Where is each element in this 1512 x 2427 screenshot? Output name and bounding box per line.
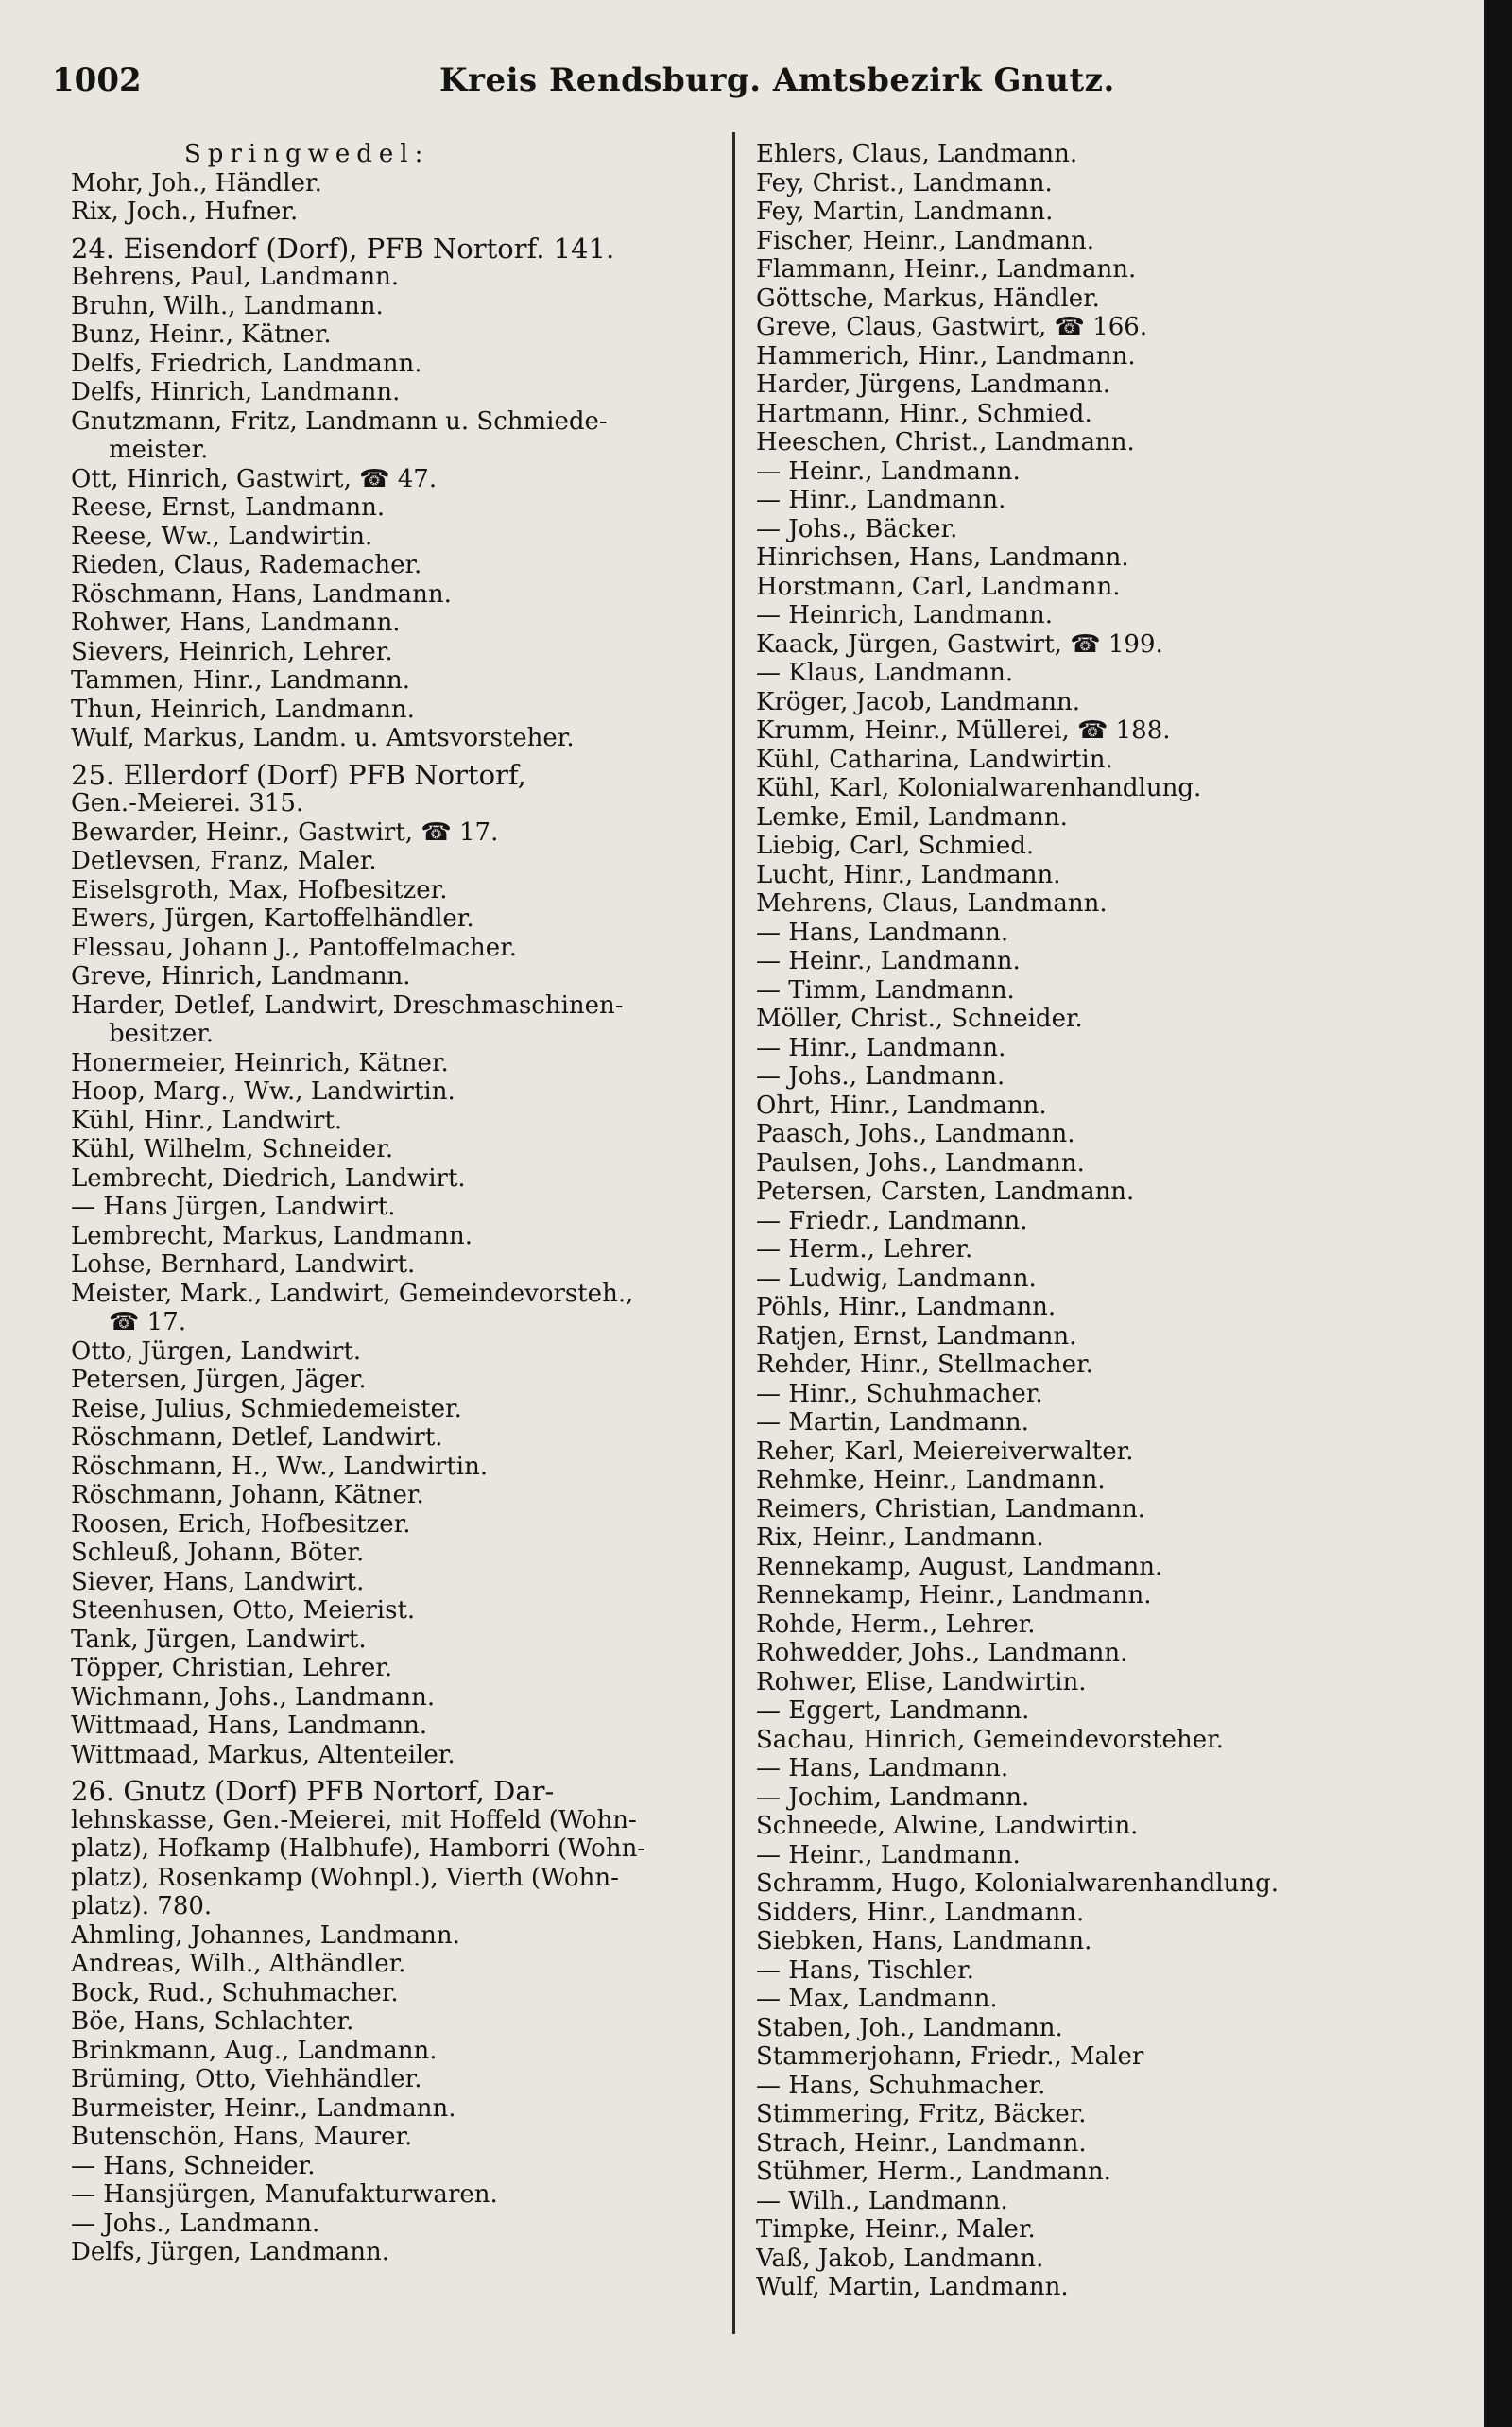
directory-entry: Otto, Jürgen, Landwirt. [71, 1336, 362, 1366]
directory-entry: Kühl, Hinr., Landwirt. [71, 1106, 343, 1135]
directory-entry: — Hans, Tischler. [756, 1955, 974, 1985]
directory-entry: — Heinr., Landmann. [756, 1840, 1021, 1869]
directory-entry: Greve, Claus, Gastwirt, ☎ 166. [756, 313, 1148, 341]
place-heading: Springwedel: [184, 140, 430, 168]
directory-entry: — Eggert, Landmann. [756, 1696, 1030, 1725]
directory-entry: Mohr, Joh., Händler. [71, 168, 322, 198]
directory-entry: platz). 780. [71, 1892, 213, 1920]
directory-entry: Fey, Martin, Landmann. [756, 198, 1054, 226]
directory-entry: Kaack, Jürgen, Gastwirt, ☎ 199. [756, 629, 1163, 659]
directory-entry: Reese, Ernst, Landmann. [71, 493, 386, 522]
directory-entry: Krumm, Heinr., Müllerei, ☎ 188. [756, 716, 1171, 745]
directory-entry: Wulf, Markus, Landm. u. Amtsvorsteher. [71, 724, 575, 752]
directory-entry: Rix, Heinr., Landmann. [756, 1523, 1044, 1552]
directory-entry: — Hinr., Landmann. [756, 1033, 1006, 1062]
directory-entry: Wittmaad, Markus, Altenteiler. [71, 1740, 455, 1769]
directory-entry: Kröger, Jacob, Landmann. [756, 687, 1081, 716]
directory-entry: Rehder, Hinr., Stellmacher. [756, 1351, 1093, 1379]
directory-entry: Ehlers, Claus, Landmann. [756, 140, 1078, 168]
directory-entry: Schneede, Alwine, Landwirtin. [756, 1812, 1139, 1840]
directory-entry: Röschmann, Detlef, Landwirt. [71, 1423, 443, 1452]
directory-entry: — Hinr., Schuhmacher. [756, 1379, 1043, 1408]
directory-entry: — Heinr., Landmann. [756, 456, 1021, 486]
directory-entry: Schleuß, Johann, Böter. [71, 1539, 365, 1567]
directory-entry: Strach, Heinr., Landmann. [756, 2128, 1087, 2158]
page-edge [1484, 0, 1512, 2427]
directory-entry: Rehmke, Heinr., Landmann. [756, 1466, 1106, 1494]
directory-entry: Flammann, Heinr., Landmann. [756, 255, 1137, 284]
directory-entry: Sievers, Heinrich, Lehrer. [71, 637, 393, 666]
directory-entry: Steenhusen, Otto, Meierist. [71, 1596, 416, 1625]
directory-entry: Ratjen, Ernst, Landmann. [756, 1321, 1077, 1351]
directory-entry: — Hans, Landmann. [756, 1754, 1009, 1782]
directory-entry: — Ludwig, Landmann. [756, 1264, 1037, 1293]
directory-entry: Vaß, Jakob, Landmann. [756, 2244, 1044, 2273]
directory-entry: Rennekamp, August, Landmann. [756, 1552, 1163, 1581]
directory-entry: — Hans Jürgen, Landwirt. [71, 1193, 396, 1221]
directory-entry: Andreas, Wilh., Althändler. [71, 1950, 406, 1978]
directory-entry: Fey, Christ., Landmann. [756, 168, 1053, 198]
directory-entry: Hoop, Marg., Ww., Landwirtin. [71, 1077, 455, 1106]
directory-entry: Heeschen, Christ., Landmann. [756, 428, 1135, 456]
directory-entry: Rohwer, Elise, Landwirtin. [756, 1667, 1087, 1696]
directory-entry: — Heinrich, Landmann. [756, 601, 1054, 629]
directory-entry: Gnutzmann, Fritz, Landmann u. Schmiede- [71, 406, 608, 436]
directory-entry: Roosen, Erich, Hofbesitzer. [71, 1509, 411, 1539]
directory-entry: Reimers, Christian, Landmann. [756, 1494, 1145, 1523]
directory-entry: Rohwer, Hans, Landmann. [71, 609, 401, 637]
directory-entry: Tank, Jürgen, Landwirt. [71, 1625, 367, 1654]
directory-entry: Töpper, Christian, Lehrer. [71, 1654, 393, 1682]
directory-entry: Rieden, Claus, Rademacher. [71, 551, 422, 579]
directory-entry: Hammerich, Hinr., Landmann. [756, 341, 1136, 370]
directory-entry: Kühl, Wilhelm, Schneider. [71, 1135, 394, 1163]
directory-entry: Butenschön, Hans, Maurer. [71, 2123, 413, 2151]
directory-entry: Ohrt, Hinr., Landmann. [756, 1091, 1047, 1120]
directory-entry: Schramm, Hugo, Kolonialwarenhandlung. [756, 1869, 1280, 1898]
directory-entry: Sachau, Hinrich, Gemeindevorsteher. [756, 1725, 1224, 1754]
directory-entry: Stimmering, Fritz, Bäcker. [756, 2100, 1087, 2128]
right-column [756, 140, 1418, 2302]
directory-entry: besitzer. [109, 1020, 215, 1048]
directory-entry: Reher, Karl, Meiereiverwalter. [756, 1437, 1134, 1466]
district-heading: 26. Gnutz (Dorf) PFB Nortorf, Dar- [71, 1777, 555, 1806]
directory-entry: Rohwedder, Johs., Landmann. [756, 1639, 1128, 1667]
directory-entry: Fischer, Heinr., Landmann. [756, 226, 1095, 255]
directory-entry: ☎ 17. [109, 1308, 186, 1336]
directory-entry: Petersen, Jürgen, Jäger. [71, 1366, 367, 1394]
directory-entry: Paulsen, Johs., Landmann. [756, 1148, 1085, 1178]
directory-entry: Petersen, Carsten, Landmann. [756, 1178, 1135, 1206]
directory-entry: platz), Rosenkamp (Wohnpl.), Vierth (Wohn- [71, 1863, 619, 1892]
directory-entry: — Hinr., Landmann. [756, 486, 1006, 514]
district-heading: 24. Eisendorf (Dorf), PFB Nortorf. 141. [71, 233, 615, 263]
directory-entry: — Timm, Landmann. [756, 975, 1015, 1005]
directory-entry: Bock, Rud., Schuhmacher. [71, 1978, 399, 2007]
directory-entry: Eiselsgroth, Max, Hofbesitzer. [71, 875, 448, 904]
directory-entry: — Hansjürgen, Manufakturwaren. [71, 2180, 498, 2209]
directory-entry: Bewarder, Heinr., Gastwirt, ☎ 17. [71, 818, 499, 847]
directory-entry: Rix, Joch., Hufner. [71, 198, 299, 226]
directory-entry: — Johs., Bäcker. [756, 514, 958, 543]
directory-entry: Paasch, Johs., Landmann. [756, 1120, 1075, 1148]
directory-entry: — Heinr., Landmann. [756, 947, 1021, 975]
directory-entry: Harder, Detlef, Landwirt, Dreschmaschinen- [71, 990, 624, 1020]
directory-entry: Mehrens, Claus, Landmann. [756, 889, 1108, 918]
directory-entry: Möller, Christ., Schneider. [756, 1005, 1083, 1033]
directory-entry: Reese, Ww., Landwirtin. [71, 522, 373, 551]
district-heading: 25. Ellerdorf (Dorf) PFB Nortorf, [71, 760, 526, 789]
directory-entry: Röschmann, Johann, Kätner. [71, 1481, 424, 1509]
directory-entry: Wichmann, Johs., Landmann. [71, 1682, 436, 1712]
directory-entry: Liebig, Carl, Schmied. [756, 832, 1035, 860]
directory-entry: Stammerjohann, Friedr., Maler [756, 2042, 1144, 2071]
directory-entry: Pöhls, Hinr., Landmann. [756, 1293, 1057, 1321]
directory-entry: Greve, Hinrich, Landmann. [71, 962, 411, 990]
directory-entry: platz), Hofkamp (Halbhufe), Hamborri (Wohn- [71, 1834, 646, 1863]
directory-entry: Behrens, Paul, Landmann. [71, 263, 400, 291]
page-number: 1002 [52, 61, 142, 99]
directory-entry: — Wilh., Landmann. [756, 2186, 1008, 2215]
directory-entry: Horstmann, Carl, Landmann. [756, 572, 1121, 601]
page-header [52, 61, 1451, 113]
directory-entry: Lohse, Bernhard, Landwirt. [71, 1250, 416, 1279]
directory-entry: Röschmann, Hans, Landmann. [71, 579, 452, 609]
directory-entry: Delfs, Hinrich, Landmann. [71, 378, 401, 406]
directory-entry: Böe, Hans, Schlachter. [71, 2007, 354, 2036]
column-divider [732, 132, 735, 2334]
directory-entry: Brinkmann, Aug., Landmann. [71, 2036, 438, 2065]
directory-entry: Röschmann, H., Ww., Landwirtin. [71, 1452, 489, 1481]
directory-entry: — Martin, Landmann. [756, 1408, 1029, 1437]
directory-entry: Ahmling, Johannes, Landmann. [71, 1920, 460, 1950]
directory-entry: Lucht, Hinr., Landmann. [756, 860, 1061, 889]
directory-entry: Wulf, Martin, Landmann. [756, 2273, 1069, 2301]
directory-entry: — Herm., Lehrer. [756, 1235, 973, 1264]
directory-entry: Göttsche, Markus, Händler. [756, 284, 1100, 313]
running-title: Kreis Rendsburg. Amtsbezirk Gnutz. [439, 61, 1115, 99]
directory-entry: Thun, Heinrich, Landmann. [71, 695, 415, 724]
directory-entry: — Max, Landmann. [756, 1985, 998, 2013]
directory-entry: Delfs, Friedrich, Landmann. [71, 349, 422, 378]
directory-entry: — Hans, Schneider. [71, 2151, 316, 2180]
directory-entry: — Johs., Landmann. [71, 2209, 320, 2238]
directory-entry: Sidders, Hinr., Landmann. [756, 1898, 1085, 1927]
directory-entry: Brüming, Otto, Viehhändler. [71, 2065, 422, 2093]
directory-entry: Siebken, Hans, Landmann. [756, 1927, 1092, 1955]
directory-entry: Meister, Mark., Landwirt, Gemeindevorsteh., [71, 1279, 634, 1308]
directory-entry: Kühl, Catharina, Landwirtin. [756, 745, 1113, 774]
directory-entry: Siever, Hans, Landwirt. [71, 1567, 365, 1596]
directory-entry: Bruhn, Wilh., Landmann. [71, 291, 384, 320]
directory-entry: — Friedr., Landmann. [756, 1206, 1028, 1235]
directory-entry: lehnskasse, Gen.-Meierei, mit Hoffeld (Wohn- [71, 1805, 637, 1834]
directory-entry: — Hans, Landmann. [756, 918, 1009, 947]
directory-entry: Lembrecht, Markus, Landmann. [71, 1221, 473, 1250]
directory-entry: Lembrecht, Diedrich, Landwirt. [71, 1163, 466, 1193]
directory-entry: Hartmann, Hinr., Schmied. [756, 399, 1092, 428]
directory-entry: Delfs, Jürgen, Landmann. [71, 2238, 390, 2266]
directory-entry: Wittmaad, Hans, Landmann. [71, 1712, 428, 1740]
directory-entry: Tammen, Hinr., Landmann. [71, 666, 410, 695]
directory-entry: Burmeister, Heinr., Landmann. [71, 2093, 456, 2123]
directory-entry: — Hans, Schuhmacher. [756, 2071, 1046, 2100]
directory-entry: Flessau, Johann J., Pantoffelmacher. [71, 933, 518, 962]
directory-entry: Kühl, Karl, Kolonialwarenhandlung. [756, 774, 1202, 802]
directory-entry: Harder, Jürgens, Landmann. [756, 370, 1111, 399]
directory-entry: — Jochim, Landmann. [756, 1782, 1030, 1812]
directory-entry: — Klaus, Landmann. [756, 659, 1014, 687]
directory-entry: meister. [109, 436, 209, 464]
directory-entry: Hinrichsen, Hans, Landmann. [756, 543, 1129, 572]
directory-entry: Ott, Hinrich, Gastwirt, ☎ 47. [71, 464, 438, 493]
directory-entry: Reise, Julius, Schmiedemeister. [71, 1394, 462, 1423]
directory-entry: Honermeier, Heinrich, Kätner. [71, 1048, 449, 1077]
directory-entry: Staben, Joh., Landmann. [756, 2013, 1063, 2042]
directory-entry: Gen.-Meierei. 315. [71, 789, 304, 818]
directory-entry: — Johs., Landmann. [756, 1062, 1005, 1091]
directory-entry: Bunz, Heinr., Kätner. [71, 320, 332, 349]
directory-entry: Rohde, Herm., Lehrer. [756, 1609, 1036, 1639]
left-column [71, 140, 723, 2267]
directory-entry: Detlevsen, Franz, Maler. [71, 847, 377, 875]
directory-entry: Stühmer, Herm., Landmann. [756, 2158, 1111, 2186]
directory-entry: Ewers, Jürgen, Kartoffelhändler. [71, 904, 474, 933]
directory-entry: Rennekamp, Heinr., Landmann. [756, 1581, 1152, 1609]
directory-entry: Lemke, Emil, Landmann. [756, 802, 1068, 832]
directory-entry: Timpke, Heinr., Maler. [756, 2215, 1036, 2244]
